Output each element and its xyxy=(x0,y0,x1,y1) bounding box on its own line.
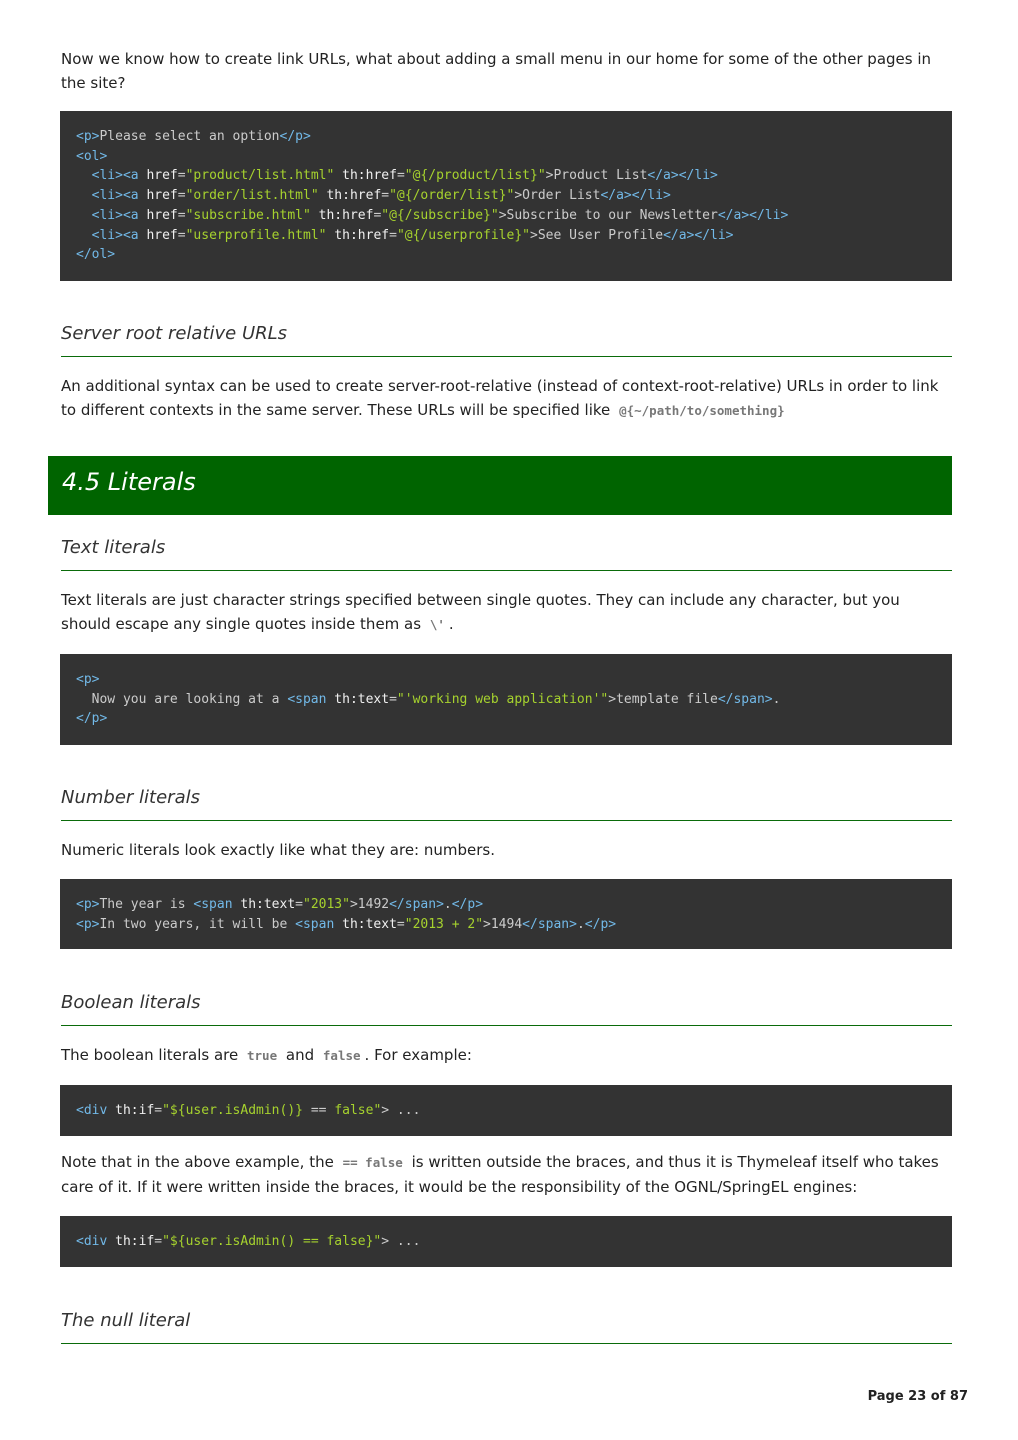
code-line: <li><a href="subscribe.html" th:href="@{/subscribe}">Subscribe to our Newsletter</a></li> xyxy=(91,207,789,223)
boolean-text-1: The boolean literals are xyxy=(61,1046,239,1064)
code-line: </ol> xyxy=(76,247,116,263)
text-literals-text: Text literals are just character strings specified between single quotes. They can include any character, but you should escape any single quotes inside them as xyxy=(61,591,900,633)
boolean-code-block-2 xyxy=(60,1216,952,1267)
code-line: <p> xyxy=(76,672,100,687)
server-root-inline-code: @{~/path/to/something} xyxy=(619,403,785,418)
code-line: <ol> xyxy=(76,148,108,164)
boolean-literals-heading: Boolean literals xyxy=(61,992,952,1026)
code-line: <div th:if="${user.isAdmin() == false}"> ... xyxy=(76,1234,421,1249)
null-literal-heading: The null literal xyxy=(61,1310,952,1344)
page-number: Page 23 of 87 xyxy=(867,1389,968,1404)
section-heading-bar xyxy=(48,456,952,515)
number-literals-code-block xyxy=(60,879,952,949)
server-root-paragraph xyxy=(61,374,951,423)
number-literals-heading: Number literals xyxy=(61,787,952,821)
section-heading: 4.5 Literals xyxy=(62,468,196,496)
code-line: <li><a href="userprofile.html" th:href="@{/userprofile}">See User Profile</a></li> xyxy=(91,227,734,243)
false-inline-code: false xyxy=(322,1048,361,1063)
code-line: <div th:if="${user.isAdmin()} == false"> ... xyxy=(76,1103,421,1118)
code-line: </p> xyxy=(76,711,108,727)
text-literals-heading: Text literals xyxy=(61,537,952,571)
text-literals-paragraph xyxy=(61,588,951,637)
code-line: <li><a href="order/list.html" th:href="@{/order/list}">Order List</a></li> xyxy=(91,188,671,204)
code-line: <li><a href="product/list.html" th:href="@{/product/list}">Product List</a></li> xyxy=(91,168,718,184)
server-root-heading: Server root relative URLs xyxy=(61,323,952,357)
code-line: <p>The year is <span th:text="2013">1492</span>.</p> xyxy=(76,897,484,912)
boolean-note-paragraph xyxy=(61,1150,951,1199)
boolean-text-2: and xyxy=(285,1046,315,1064)
escape-inline-code: \' xyxy=(429,617,445,632)
code-line: <p>Please select an option</p> xyxy=(76,129,311,144)
intro-paragraph: Now we know how to create link URLs, what about adding a small menu in our home for some of the other pages in the site? xyxy=(61,50,932,92)
menu-code-block xyxy=(60,111,952,281)
boolean-note-text-1: Note that in the above example, the xyxy=(61,1153,334,1171)
boolean-note-text-2: is written outside the braces, and thus it is Thymeleaf itself who takes care of it. If it were written inside the braces, it would be the responsibility of the OGNL/SpringEL engines: xyxy=(61,1153,939,1196)
true-inline-code: true xyxy=(247,1048,278,1063)
number-literals-paragraph: Numeric literals look exactly like what they are: numbers. xyxy=(61,841,495,859)
server-root-text: An additional syntax can be used to create server-root-relative (instead of context-root-relative) URLs in order to link to different contexts in the same server. These URLs will be specified like xyxy=(61,377,939,419)
boolean-code-block-1 xyxy=(60,1085,952,1136)
code-line: Now you are looking at a <span th:text="'working web application'">template file</span>. xyxy=(76,691,781,707)
equals-false-inline-code: == false xyxy=(342,1155,403,1170)
boolean-literals-paragraph xyxy=(61,1043,951,1068)
code-line: <p>In two years, it will be <span th:text="2013 + 2">1494</span>.</p> xyxy=(76,916,617,932)
text-literals-period: . xyxy=(448,615,454,633)
text-literals-code-block xyxy=(60,654,952,745)
boolean-text-3: . For example: xyxy=(364,1046,472,1064)
